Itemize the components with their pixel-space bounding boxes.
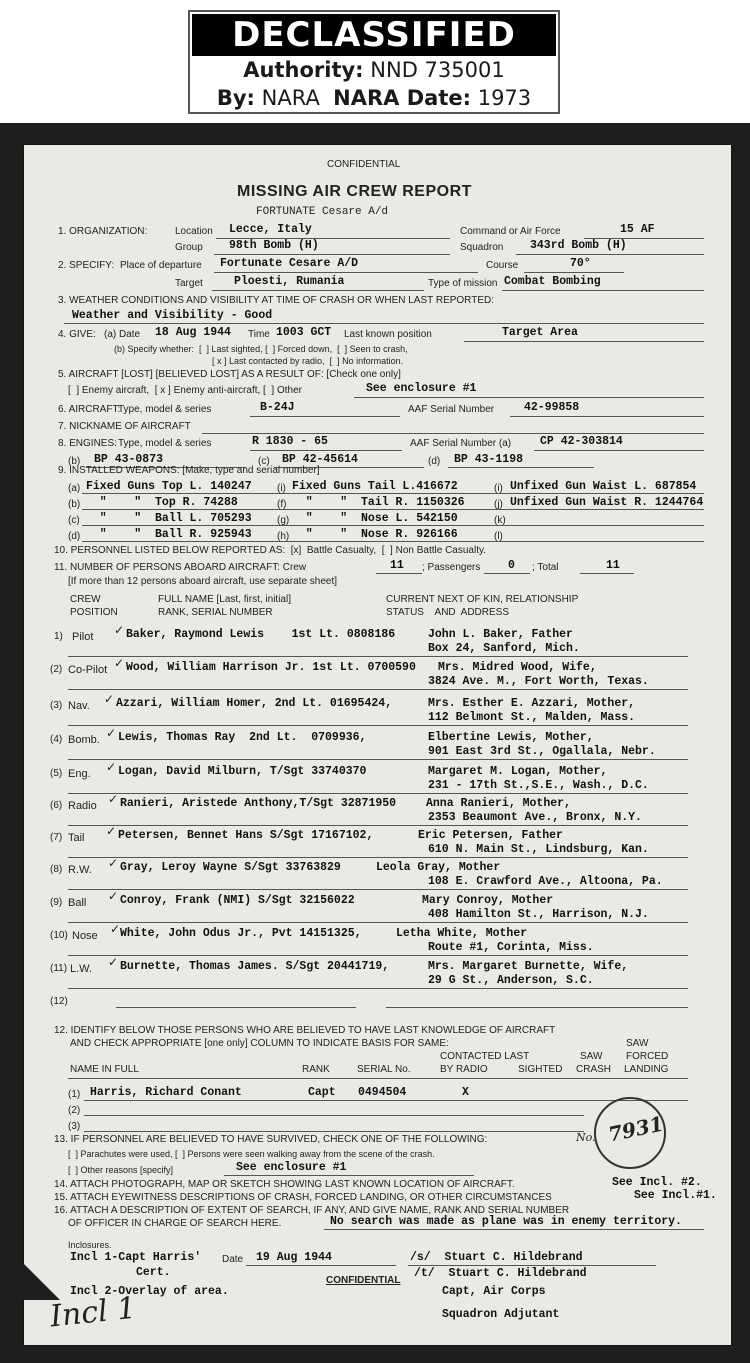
s11-note: [If more than 12 persons aboard aircraft, use separate sheet] bbox=[68, 576, 338, 587]
s13-line3: [ ] Other reasons [specify] bbox=[68, 1165, 174, 1175]
crew-address: 408 Hamilton St., Harrison, N.J. bbox=[428, 908, 649, 921]
rule bbox=[68, 955, 688, 956]
weapon-row-a-c1: Fixed Guns Top L. 140247 bbox=[86, 480, 252, 493]
weapon-row-d-r: (l) bbox=[494, 531, 503, 542]
s8-label: 8. ENGINES: bbox=[58, 438, 117, 449]
s5-line: [ ] Enemy aircraft, [ x ] Enemy anti-aircraft, [ ] Other bbox=[68, 385, 302, 396]
crew-name: White, John Odus Jr., Pvt 14151325, bbox=[120, 927, 362, 940]
rule bbox=[82, 541, 704, 542]
s12-row1-serial: 0494504 bbox=[358, 1086, 407, 1099]
s12-col-name: NAME IN FULL bbox=[70, 1064, 139, 1075]
check-mark: ✓ bbox=[104, 692, 115, 706]
crew-kin: Leola Gray, Mother bbox=[376, 861, 501, 874]
crew-kin: Margaret M. Logan, Mother, bbox=[428, 765, 608, 778]
s2-label: 2. SPECIFY: bbox=[58, 260, 115, 271]
s14-text: 14. ATTACH PHOTOGRAPH, MAP OR SKETCH SHOWING LAST KNOWN LOCATION OF AIRCRAFT. bbox=[54, 1179, 515, 1190]
crew-kin: Mrs. Esther E. Azzari, Mother, bbox=[428, 697, 636, 710]
stamp-title: DECLASSIFIED bbox=[192, 14, 556, 56]
s16-line2: OF OFFICER IN CHARGE OF SEARCH HERE. bbox=[68, 1218, 282, 1229]
s12-col-contacted: CONTACTED LAST bbox=[440, 1051, 530, 1062]
weapon-row-d-c1: " " Ball R. 925943 bbox=[86, 528, 252, 541]
stamp-authority: Authority: NND 735001 bbox=[243, 58, 505, 82]
crew-num: (2) bbox=[50, 664, 63, 675]
s1-location: Lecce, Italy bbox=[229, 223, 312, 236]
rule bbox=[246, 1265, 396, 1266]
crew-num: (8) bbox=[50, 864, 63, 875]
rule bbox=[212, 290, 424, 291]
s11-passengers-label: ; Passengers bbox=[422, 562, 481, 573]
crew-header-pos2: POSITION bbox=[70, 607, 118, 618]
s8-type-label: Type, model & series bbox=[118, 438, 212, 449]
s11-passengers: 0 bbox=[508, 559, 515, 572]
rule bbox=[524, 272, 624, 273]
rule bbox=[82, 493, 704, 494]
weapon-row-c-m: (g) bbox=[277, 515, 290, 526]
weapon-row-c-r: (k) bbox=[494, 515, 506, 526]
s16-value: No search was made as plane was in enemy territory. bbox=[330, 1215, 682, 1228]
crew-address: Box 24, Sanford, Mich. bbox=[428, 642, 580, 655]
rule bbox=[82, 525, 704, 526]
s13-line1: 13. IF PERSONNEL ARE BELIEVED TO HAVE SURVIVED, CHECK ONE OF THE FOLLOWING: bbox=[54, 1134, 488, 1145]
weapon-row-b-c3: Unfixed Gun Waist R. 1244764 bbox=[510, 496, 704, 509]
rule bbox=[84, 1115, 584, 1116]
crew-header-pos1: CREW bbox=[70, 594, 101, 605]
footer-date-label: Date bbox=[222, 1254, 244, 1265]
s1-command-label: Command or Air Force bbox=[460, 226, 561, 237]
crew-num: (5) bbox=[50, 768, 63, 779]
check-mark: ✓ bbox=[106, 824, 117, 838]
crew-kin: Anna Ranieri, Mother, bbox=[426, 797, 571, 810]
rule bbox=[68, 656, 688, 657]
s2-course-label: Course bbox=[486, 260, 519, 271]
crew-name: Wood, William Harrison Jr. 1st Lt. 0700590 bbox=[126, 661, 416, 674]
s2-mission-label: Type of mission bbox=[428, 278, 498, 289]
crew-kin: Mrs. Midred Wood, Wife, bbox=[438, 661, 597, 674]
crew-header-kin2: STATUS AND ADDRESS bbox=[386, 607, 509, 618]
s6-serial-label: AAF Serial Number bbox=[408, 404, 495, 415]
rule bbox=[116, 1007, 356, 1008]
footer-title: Squadron Adjutant bbox=[442, 1308, 560, 1321]
crew-address: 108 E. Crawford Ave., Altoona, Pa. bbox=[428, 875, 663, 888]
rule bbox=[448, 467, 594, 468]
rule bbox=[84, 1100, 688, 1101]
crew-name: Gray, Leroy Wayne S/Sgt 33763829 bbox=[120, 861, 341, 874]
crew-kin: Mary Conroy, Mother bbox=[422, 894, 554, 907]
crew-header-name1: FULL NAME [Last, first, initial] bbox=[158, 594, 291, 605]
rule bbox=[386, 1007, 688, 1008]
s11-total: 11 bbox=[606, 559, 620, 572]
s1-label: 1. ORGANIZATION: bbox=[58, 226, 148, 237]
weapon-row-b-m: (f) bbox=[277, 499, 287, 510]
s4-position-label: Last known position bbox=[344, 329, 432, 340]
declassified-stamp bbox=[188, 10, 560, 114]
s4-position: Target Area bbox=[502, 326, 578, 339]
weapon-row-c-c1: " " Ball L. 705293 bbox=[86, 512, 252, 525]
crew-position: L.W. bbox=[70, 963, 93, 975]
rule bbox=[68, 1078, 688, 1079]
crew-position: Eng. bbox=[68, 768, 91, 780]
rule bbox=[324, 1229, 704, 1230]
s3-label: 3. WEATHER CONDITIONS AND VISIBILITY AT TIME OF CRASH OR WHEN LAST REPORTED: bbox=[58, 295, 495, 306]
s1-group-label: Group bbox=[175, 242, 203, 253]
s6-serial: 42-99858 bbox=[524, 401, 580, 414]
crew-address: Route #1, Corinta, Miss. bbox=[428, 941, 594, 954]
crew-address: 2353 Beaumont Ave., Bronx, N.Y. bbox=[428, 811, 642, 824]
weapon-row-b-r: (j) bbox=[494, 499, 503, 510]
weapon-row-d-c2: " " Nose R. 926166 bbox=[292, 528, 458, 541]
s8-d-label: (d) bbox=[428, 456, 441, 467]
s12-line2: AND CHECK APPROPRIATE [one only] COLUMN TO INDICATE BASIS FOR SAME: bbox=[70, 1038, 449, 1049]
rule bbox=[68, 988, 688, 989]
crew-name: Ranieri, Aristede Anthony,T/Sgt 32871950 bbox=[120, 797, 397, 810]
s12-col-rank: RANK bbox=[302, 1064, 330, 1075]
s12-row1-num: (1) bbox=[68, 1089, 81, 1100]
weapon-row-d-m: (h) bbox=[277, 531, 290, 542]
s1-group: 98th Bomb (H) bbox=[229, 239, 319, 252]
crew-name: Baker, Raymond Lewis 1st Lt. 0808186 bbox=[126, 628, 396, 641]
footer-incl1: Incl 1-Capt Harris' bbox=[70, 1251, 202, 1264]
s11-total-label: ; Total bbox=[532, 562, 559, 573]
s8-b: BP 43-0873 bbox=[94, 453, 164, 466]
s12-row2-num: (2) bbox=[68, 1105, 81, 1116]
crew-num: (10) bbox=[50, 930, 68, 941]
crew-position: Bomb. bbox=[68, 734, 100, 746]
rule bbox=[464, 341, 704, 342]
crew-name: Lewis, Thomas Ray 2nd Lt. 0709936, bbox=[118, 731, 367, 744]
rule bbox=[250, 450, 402, 451]
crew-position: Ball bbox=[68, 897, 87, 909]
s8-type: R 1830 - 65 bbox=[252, 435, 328, 448]
check-mark: ✓ bbox=[114, 623, 125, 637]
crew-address: 29 G St., Anderson, S.C. bbox=[428, 974, 594, 987]
crew-kin: John L. Baker, Father bbox=[428, 628, 573, 641]
s13-line3-value: See enclosure #1 bbox=[236, 1161, 347, 1174]
check-mark: ✓ bbox=[108, 856, 119, 870]
rule bbox=[68, 857, 688, 858]
footer-signed: /s/ Stuart C. Hildebrand bbox=[410, 1251, 583, 1264]
s12-col-saw-top: SAW bbox=[626, 1038, 649, 1049]
s6-type: B-24J bbox=[260, 401, 295, 414]
s12-col-serial: SERIAL No. bbox=[357, 1064, 411, 1075]
crew-name: Petersen, Bennet Hans S/Sgt 17167102, bbox=[118, 829, 374, 842]
s8-serial-label: AAF Serial Number (a) bbox=[410, 438, 512, 449]
s6-label: 6. AIRCRAFT: bbox=[58, 404, 121, 415]
crew-num: (3) bbox=[50, 700, 63, 711]
rule bbox=[354, 397, 704, 398]
rule bbox=[214, 254, 450, 255]
report-page bbox=[24, 145, 731, 1345]
s10-label: 10. PERSONNEL LISTED BELOW REPORTED AS: [x] Battle Casualty, [ ] Non Battle Casualty. bbox=[54, 545, 487, 556]
crew-address: 3824 Ave. M., Fort Worth, Texas. bbox=[428, 675, 649, 688]
crew-num: (7) bbox=[50, 832, 63, 843]
footer-rank: Capt, Air Corps bbox=[442, 1285, 546, 1298]
crew-position: R.W. bbox=[68, 864, 92, 876]
confidential-top: CONFIDENTIAL bbox=[327, 159, 401, 170]
rule bbox=[68, 889, 688, 890]
s1-command: 15 AF bbox=[620, 223, 655, 236]
s4-date: 18 Aug 1944 bbox=[155, 326, 231, 339]
check-mark: ✓ bbox=[114, 656, 125, 670]
rule bbox=[408, 1265, 656, 1266]
weapon-row-a-m: (i) bbox=[277, 483, 286, 494]
crew-address: 112 Belmont St., Malden, Mass. bbox=[428, 711, 636, 724]
s4-b-line2: [ x ] Last contacted by radio, [ ] No information. bbox=[212, 356, 404, 366]
weapon-row-b-c2: " " Tail R. 1150326 bbox=[292, 496, 465, 509]
s6-type-label: Type, model & series bbox=[118, 404, 212, 415]
rule bbox=[502, 290, 704, 291]
s12-line1: 12. IDENTIFY BELOW THOSE PERSONS WHO ARE BELIEVED TO HAVE LAST KNOWLEDGE OF AIRCRAFT bbox=[54, 1025, 556, 1036]
s2-target-label: Target bbox=[175, 278, 203, 289]
s4-label: 4. GIVE: bbox=[58, 329, 96, 340]
s12-col-forced: FORCED bbox=[626, 1051, 669, 1062]
weapon-row-a-l: (a) bbox=[68, 483, 81, 494]
rule bbox=[516, 254, 704, 255]
crew-position: Radio bbox=[68, 800, 97, 812]
weapon-row-a-r: (i) bbox=[494, 483, 503, 494]
s5-label: 5. AIRCRAFT [LOST] [BELIEVED LOST] AS A RESULT OF: [Check one only] bbox=[58, 369, 401, 380]
crew-position: Nav. bbox=[68, 700, 90, 712]
rule bbox=[84, 1131, 584, 1132]
crew-num: (4) bbox=[50, 734, 63, 745]
s9-label: 9. INSTALLED WEAPONS: [Make, type and serial number] bbox=[58, 465, 320, 476]
s15-value: See Incl.#1. bbox=[634, 1189, 717, 1202]
s1-squadron-label: Squadron bbox=[460, 242, 504, 253]
weapon-row-a-c2: Fixed Guns Tail L.416672 bbox=[292, 480, 458, 493]
s8-d: BP 43-1198 bbox=[454, 453, 524, 466]
s13-line2: [ ] Parachutes were used, [ ] Persons were seen walking away from the scene of the crash. bbox=[68, 1149, 435, 1159]
s1-location-label: Location bbox=[175, 226, 213, 237]
s15-text: 15. ATTACH EYEWITNESS DESCRIPTIONS OF CRASH, FORCED LANDING, OR OTHER CIRCUMSTANCES bbox=[54, 1192, 552, 1203]
file-no-label: No. bbox=[576, 1131, 596, 1144]
rule bbox=[68, 825, 688, 826]
s4-date-label: (a) Date bbox=[104, 329, 141, 340]
footer-incl1b: Cert. bbox=[136, 1266, 171, 1279]
footer-confidential: CONFIDENTIAL bbox=[326, 1275, 401, 1286]
s8-a: CP 42-303814 bbox=[540, 435, 623, 448]
s5-other: See enclosure #1 bbox=[366, 382, 477, 395]
footer-inclosures: Inclosures. bbox=[68, 1240, 112, 1250]
s2-target: Ploesti, Rumania bbox=[234, 275, 345, 288]
crew-position: Nose bbox=[72, 930, 98, 942]
weapon-row-b-l: (b) bbox=[68, 499, 81, 510]
s3-value: Weather and Visibility - Good bbox=[72, 309, 273, 322]
crew-kin: Mrs. Margaret Burnette, Wife, bbox=[428, 960, 629, 973]
weapon-row-c-l: (c) bbox=[68, 515, 80, 526]
footer-incl2: Incl 2-Overlay of area. bbox=[70, 1285, 229, 1298]
s12-col-sighted: SIGHTED bbox=[518, 1064, 563, 1075]
crew-name: Azzari, William Homer, 2nd Lt. 01695424, bbox=[116, 697, 393, 710]
org-note: FORTUNATE Cesare A/d bbox=[256, 206, 389, 218]
crew-num: (9) bbox=[50, 897, 63, 908]
rule bbox=[534, 450, 704, 451]
crew-position: Co-Pilot bbox=[68, 664, 108, 676]
crew-kin: Eric Petersen, Father bbox=[418, 829, 563, 842]
rule bbox=[68, 759, 688, 760]
s2-departure-label: Place of departure bbox=[120, 260, 202, 271]
s4-b-line1: (b) Specify whether: [ ] Last sighted, [ ] Forced down, [ ] Seen to crash, bbox=[114, 344, 408, 354]
s2-departure: Fortunate Cesare A/D bbox=[220, 257, 359, 270]
crew-address: 610 N. Main St., Lindsburg, Kan. bbox=[428, 843, 649, 856]
rule bbox=[224, 1175, 474, 1176]
s4-time-label: Time bbox=[248, 329, 270, 340]
crew-header-kin1: CURRENT NEXT OF KIN, RELATIONSHIP bbox=[386, 594, 579, 605]
s11-label: 11. NUMBER OF PERSONS ABOARD AIRCRAFT: Crew bbox=[54, 562, 307, 573]
crew-header-name2: RANK, SERIAL NUMBER bbox=[158, 607, 273, 618]
rule bbox=[484, 573, 530, 574]
weapon-row-a-c3: Unfixed Gun Waist L. 687854 bbox=[510, 480, 697, 493]
footer-typed: /t/ Stuart C. Hildebrand bbox=[414, 1267, 587, 1280]
s12-row1-name: Harris, Richard Conant bbox=[90, 1086, 242, 1099]
check-mark: ✓ bbox=[106, 760, 117, 774]
crew-num: (11) bbox=[50, 963, 68, 974]
s12-row3-num: (3) bbox=[68, 1121, 81, 1132]
s12-col-radio: BY RADIO bbox=[440, 1064, 488, 1075]
crew-name: Logan, David Milburn, T/Sgt 33740370 bbox=[118, 765, 367, 778]
crew-num: 1) bbox=[54, 631, 63, 642]
rule bbox=[376, 573, 422, 574]
s12-row1-check: X bbox=[462, 1086, 469, 1099]
crew-num: (6) bbox=[50, 800, 63, 811]
s7-label: 7. NICKNAME OF AIRCRAFT bbox=[58, 421, 191, 432]
footer-date: 19 Aug 1944 bbox=[256, 1251, 332, 1264]
check-mark: ✓ bbox=[108, 955, 119, 969]
check-mark: ✓ bbox=[108, 889, 119, 903]
rule bbox=[68, 922, 688, 923]
handwritten-incl: Incl 1 bbox=[48, 1290, 138, 1335]
check-mark: ✓ bbox=[110, 922, 121, 936]
weapon-row-c-c2: " " Nose L. 542150 bbox=[292, 512, 458, 525]
s4-time: 1003 GCT bbox=[276, 326, 332, 339]
stamp-by: By: NARA NARA Date: 1973 bbox=[216, 86, 532, 110]
s2-course: 70° bbox=[570, 257, 591, 270]
rule bbox=[510, 416, 704, 417]
s16-line1: 16. ATTACH A DESCRIPTION OF EXTENT OF SEARCH, IF ANY, AND GIVE NAME, RANK AND SERIAL NUMBER bbox=[54, 1205, 570, 1216]
check-mark: ✓ bbox=[108, 792, 119, 806]
s1-squadron: 343rd Bomb (H) bbox=[530, 239, 627, 252]
rule bbox=[202, 433, 704, 434]
crew-address: 901 East 3rd St., Ogallala, Nebr. bbox=[428, 745, 656, 758]
crew-name: Burnette, Thomas James. S/Sgt 20441719, bbox=[120, 960, 390, 973]
crew-num: (12) bbox=[50, 996, 68, 1007]
rule bbox=[64, 323, 704, 324]
report-title: MISSING AIR CREW REPORT bbox=[237, 183, 472, 200]
s12-col-crash: CRASH bbox=[576, 1064, 612, 1075]
rule bbox=[580, 573, 634, 574]
rule bbox=[82, 509, 704, 510]
rule bbox=[214, 272, 478, 273]
s12-row1-rank: Capt bbox=[308, 1086, 336, 1099]
rule bbox=[68, 793, 688, 794]
weapon-row-b-c1: " " Top R. 74288 bbox=[86, 496, 238, 509]
file-number: 7931 bbox=[606, 1111, 666, 1147]
s12-col-landing: LANDING bbox=[624, 1064, 669, 1075]
rule bbox=[68, 689, 688, 690]
s8-b-label: (b) bbox=[68, 456, 81, 467]
crew-address: 231 - 17th St.,S.E., Wash., D.C. bbox=[428, 779, 649, 792]
crew-kin: Elbertine Lewis, Mother, bbox=[428, 731, 594, 744]
s8-c-label: (c) bbox=[258, 456, 270, 467]
weapon-row-d-l: (d) bbox=[68, 531, 81, 542]
s12-col-saw: SAW bbox=[580, 1051, 603, 1062]
crew-position: Tail bbox=[68, 832, 85, 844]
page-corner bbox=[0, 1240, 60, 1300]
crew-kin: Letha White, Mother bbox=[396, 927, 528, 940]
crew-position: Pilot bbox=[72, 631, 94, 643]
rule bbox=[68, 725, 688, 726]
s11-crew: 11 bbox=[390, 559, 404, 572]
s14-value: See Incl. #2. bbox=[612, 1176, 702, 1189]
crew-name: Conroy, Frank (NMI) S/Sgt 32156022 bbox=[120, 894, 355, 907]
rule bbox=[250, 416, 400, 417]
s2-mission: Combat Bombing bbox=[504, 275, 601, 288]
s8-c: BP 42-45614 bbox=[282, 453, 358, 466]
check-mark: ✓ bbox=[106, 726, 117, 740]
